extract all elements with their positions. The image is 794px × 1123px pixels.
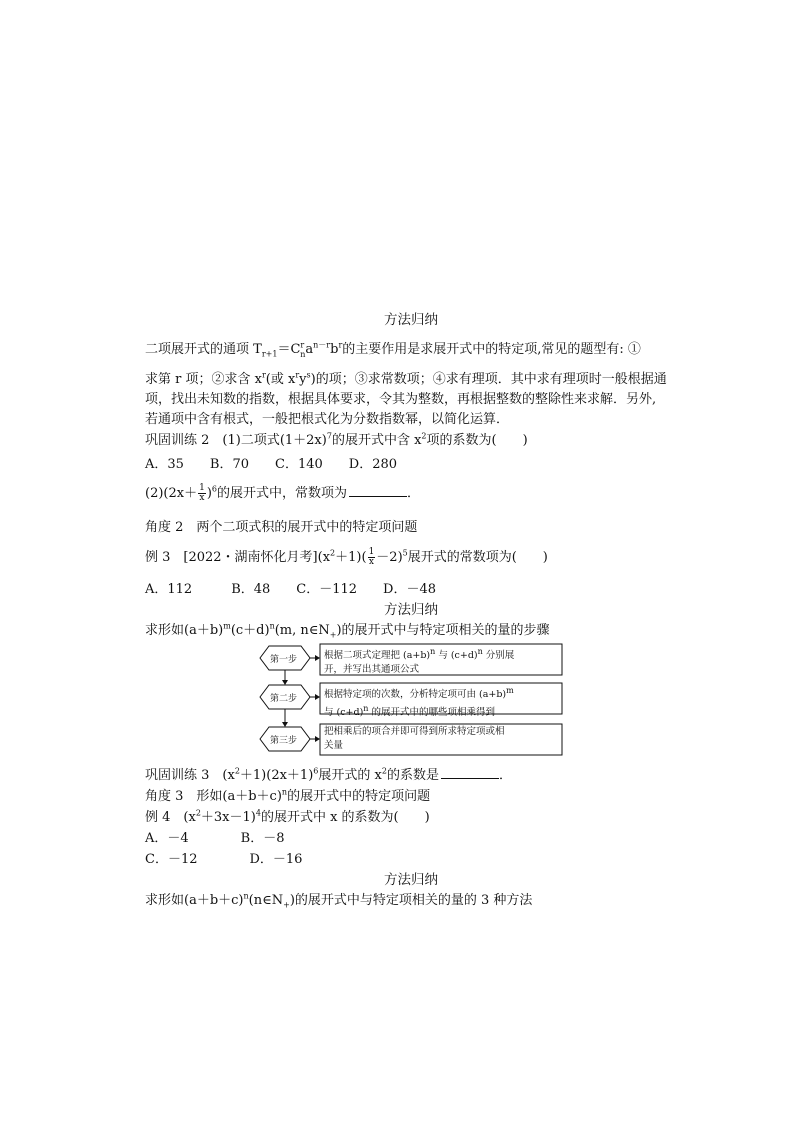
text: 2 <box>381 766 387 776</box>
text: ＋1)( <box>335 550 367 565</box>
text: 的展开式中的哪些项相乘得到 <box>368 707 495 719</box>
step1-text: 根据二项式定理把 $(a+b)^n$ 与 $(c+d)^n$ 分别展 开，并写出其通项公式 <box>324 647 515 676</box>
angle2-heading: 角度 2 两个二项式积的展开式中的特定项问题 <box>145 520 418 535</box>
step1-label: 第一步 <box>270 655 298 665</box>
text: 2 <box>234 766 240 776</box>
text: y <box>299 372 307 387</box>
text: 的主要作用是求展开式中的特定项,常见的题型有: ① <box>342 342 641 357</box>
method2-line <box>145 619 550 640</box>
text: r+1 <box>261 349 278 359</box>
answer-blank[interactable] <box>349 484 407 497</box>
text: 求第 r 项；②求含 x <box>145 372 262 387</box>
text: 的展开式中，常数项为 <box>217 486 348 501</box>
text: )的展开式中与特定项相关的量的步骤 <box>336 623 550 638</box>
text: b <box>330 342 339 357</box>
angle3-heading <box>145 785 430 804</box>
text: 开，并写出其通项公式 <box>324 664 420 676</box>
text: (c＋d) <box>230 623 270 638</box>
text: 分别展 <box>482 650 515 662</box>
text: 5 <box>402 548 408 558</box>
text: (2)(2x＋ <box>145 486 198 501</box>
example3-options: A．112 B．48 C．－112 D．－48 <box>145 582 437 597</box>
text: 的展开式中的特定项问题 <box>287 789 431 804</box>
text: + <box>283 900 290 910</box>
method-para-line-1: 二项展开式的通项 $T_{r+1}=C^r_na^{n-r}b^r$的主要作用是求展开式中的特定项,常见的题型有: ① <box>145 340 641 359</box>
text: 6 <box>211 484 217 494</box>
text: ． <box>498 768 512 783</box>
text: 求形如(a＋b) <box>145 623 224 638</box>
text: 1 <box>368 547 375 557</box>
down-arrow-icon <box>282 680 288 685</box>
text: 求形如(a＋b＋c) <box>145 893 244 908</box>
step3-text <box>324 725 505 753</box>
step2-label: 第二步 <box>270 694 298 704</box>
text: (m, n∈N <box>274 623 330 638</box>
text: ＋1)(2x＋1) <box>239 768 314 783</box>
text: 展开式的常数项为( ) <box>407 550 548 565</box>
text: 的展开式中含 x <box>331 433 422 448</box>
text: 展开式的 x <box>318 768 382 783</box>
answer-blank[interactable] <box>441 766 499 779</box>
text: ＋3x－1) <box>200 810 256 825</box>
example4-options-2: C．－12 D．－16 <box>145 852 303 867</box>
fraction <box>198 484 206 503</box>
text: 巩固训练 3 (x <box>145 768 235 783</box>
text: 2 <box>195 808 201 818</box>
text: 6 <box>313 766 319 776</box>
text: n <box>281 787 288 797</box>
text: 角度 3 形如(a＋b＋c) <box>145 789 282 804</box>
text: 与 (c+d) <box>435 650 478 662</box>
example4-options-1: A．－4 B．－8 <box>145 831 285 846</box>
down-arrow-icon <box>282 722 288 727</box>
text: ． <box>407 486 421 501</box>
text: 例 4 (x <box>145 810 196 825</box>
steps-flowchart <box>255 643 565 758</box>
text: x <box>199 493 205 503</box>
method-heading-1: 方法归纳 <box>384 312 438 328</box>
example4-question <box>145 806 430 825</box>
step3-label: 第三步 <box>270 736 298 746</box>
fraction <box>368 548 376 567</box>
drill2-options: A．35 B．70 C．140 D．280 <box>145 457 398 472</box>
text: 2 <box>421 431 427 441</box>
drill2-question-2 <box>145 482 420 503</box>
text: ＝C <box>277 342 301 357</box>
text: 4 <box>255 808 261 818</box>
text: 根据二项式定理把 (a+b) <box>324 650 431 662</box>
method-para-line-2: 求第 r 项；②求含 $x^r$(或 $x^ry^s$)的项；③求常数项；④求有理项．其中求有理项时一般根据通 <box>145 370 667 387</box>
right-arrow-icon <box>315 694 320 700</box>
text: x <box>368 557 374 567</box>
text: 的展开式中 x 的系数为( ) <box>260 810 430 825</box>
method3-line <box>145 889 532 910</box>
text: + <box>329 630 337 640</box>
method-heading-3: 方法归纳 <box>384 872 438 888</box>
text: )的展开式中与特定项相关的量的 3 种方法 <box>289 893 533 908</box>
text: (或 x <box>265 372 296 387</box>
step2-text: 根据特定项的次数，分析特定项可由 $(a+b)^m$ 与 $(c+d)^n$ 的展开式中的哪些项相乘得到 <box>324 686 514 719</box>
text: 的系数是 <box>386 768 439 783</box>
text: 1 <box>199 483 205 493</box>
text: 把相乘后的项合并即可得到所求特定项或相 <box>324 726 505 737</box>
text: －2) <box>376 550 403 565</box>
text: 项的系数为( ) <box>426 433 528 448</box>
text: 根据特定项的次数，分析特定项可由 (a+b) <box>324 689 507 701</box>
right-arrow-icon <box>315 655 320 661</box>
text: 与 (c+d) <box>324 707 364 719</box>
text: 7 <box>326 431 332 441</box>
text: 二项展开式的通项 T <box>145 342 262 357</box>
text: 2 <box>330 548 336 558</box>
text: ) <box>206 486 212 501</box>
method-heading-2: 方法归纳 <box>384 602 438 618</box>
right-arrow-icon <box>315 736 320 742</box>
text: )的项；③求常数项；④求有理项．其中求有理项时一般根据通 <box>310 372 667 387</box>
text: a <box>305 342 314 357</box>
text: m <box>223 621 231 631</box>
text: n <box>243 891 249 901</box>
text: 关量 <box>324 740 344 751</box>
method-para-line-4: 若通项中含有根式，一般把根式化为分数指数幂，以简化运算． <box>145 412 510 427</box>
method-para-line-3: 项，找出未知数的指数，根据具体要求，令其为整数，再根据整数的整除性来求解．另外, <box>145 392 657 407</box>
drill2-question-1 <box>145 429 528 448</box>
text: n <box>269 621 275 631</box>
drill3-question <box>145 764 512 783</box>
text: (n∈N <box>248 893 284 908</box>
text: 例 3 [2022・湖南怀化月考](x <box>145 550 331 565</box>
text: 巩固训练 2 (1)二项式(1＋2x) <box>145 433 327 448</box>
example3-question <box>145 546 548 567</box>
